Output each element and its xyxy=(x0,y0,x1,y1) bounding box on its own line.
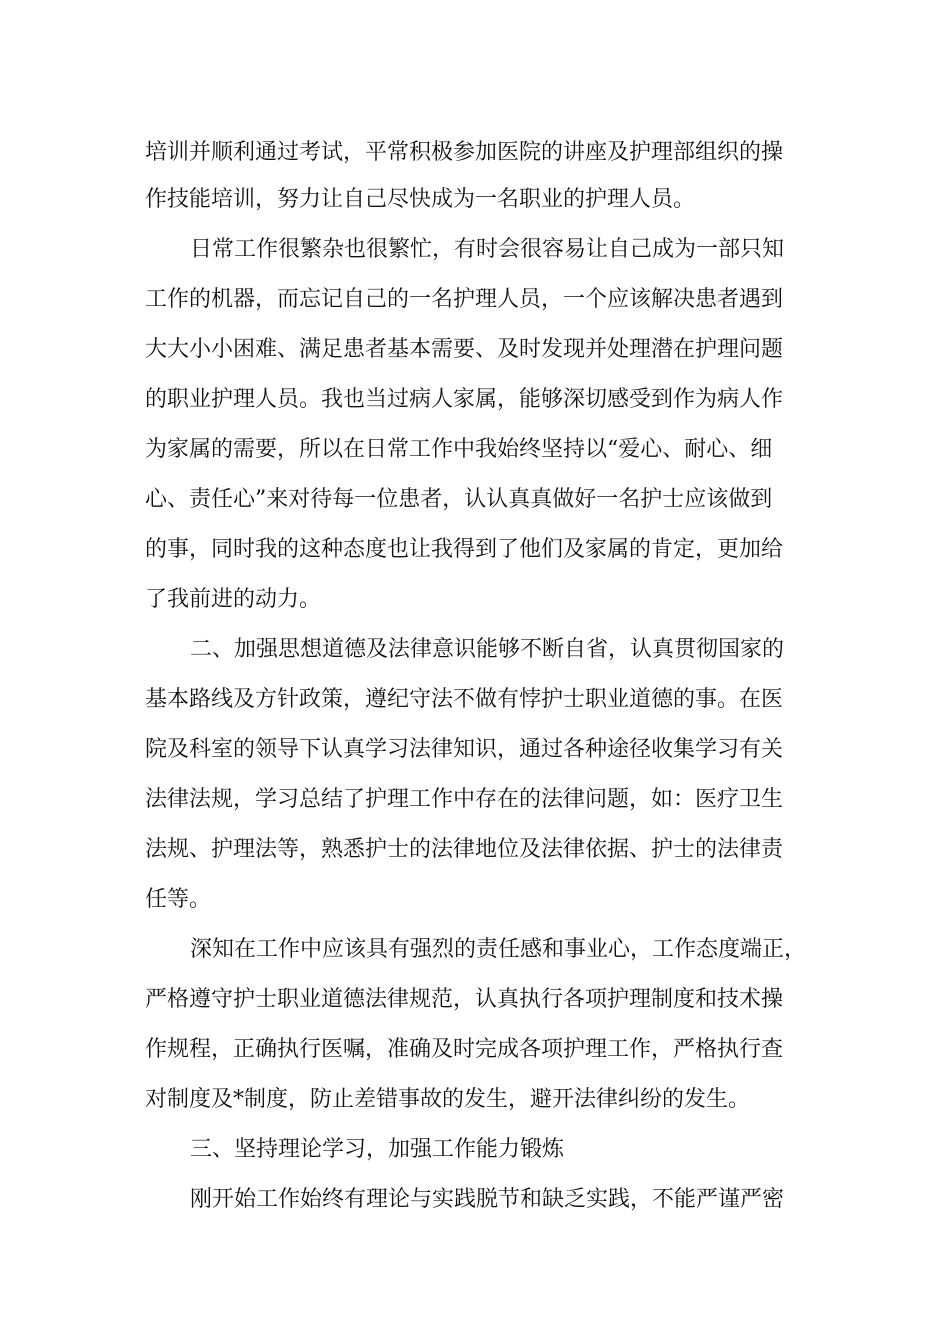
paragraph-start-line: 日常工作很繁杂也很繁忙，有时会很容易让自己成为一部只知 xyxy=(190,237,785,262)
text-line: 作技能培训，努力让自己尽快成为一名职业的护理人员。 xyxy=(145,187,696,212)
text-line: 严格遵守护士职业道德法律规范，认真执行各项护理制度和技术操 xyxy=(145,987,784,1012)
text-line: 了我前进的动力。 xyxy=(145,587,322,612)
text-line: 作规程，正确执行医嘱，准确及时完成各项护理工作，严格执行查 xyxy=(145,1037,784,1062)
text-line: 院及科室的领导下认真学习法律知识，通过各种途径收集学习有关 xyxy=(145,737,784,762)
text-line: 工作的机器，而忘记自己的一名护理人员，一个应该解决患者遇到 xyxy=(145,287,784,312)
text-line: 的职业护理人员。我也当过病人家属，能够深切感受到作为病人作 xyxy=(145,387,784,412)
section-heading: 三、坚持理论学习，加强工作能力锻炼 xyxy=(190,1137,565,1162)
paragraph-start-line: 刚开始工作始终有理论与实践脱节和缺乏实践，不能严谨严密 xyxy=(190,1187,785,1212)
text-line: 法律法规，学习总结了护理工作中存在的法律问题，如：医疗卫生 xyxy=(145,787,784,812)
text-line: 对制度及*制度，防止差错事故的发生，避开法律纠纷的发生。 xyxy=(145,1087,751,1112)
text-line: 基本路线及方针政策，遵纪守法不做有悖护士职业道德的事。在医 xyxy=(145,687,784,712)
text-line: 法规、护理法等，熟悉护士的法律地位及法律依据、护士的法律责 xyxy=(145,837,784,862)
text-line: 心、责任心”来对待每一位患者，认认真真做好一名护士应该做到 xyxy=(145,487,773,512)
text-line: 的事，同时我的这种态度也让我得到了他们及家属的肯定，更加给 xyxy=(145,537,784,562)
paragraph-start-line: 二、加强思想道德及法律意识能够不断自省，认真贯彻国家的 xyxy=(190,637,785,662)
text-line: 培训并顺利通过考试，平常积极参加医院的讲座及护理部组织的操 xyxy=(145,140,784,165)
text-line: 任等。 xyxy=(145,887,212,912)
text-line: 大大小小困难、满足患者基本需要、及时发现并处理潜在护理问题 xyxy=(145,337,784,362)
text-line: 为家属的需要，所以在日常工作中我始终坚持以“爱心、耐心、细 xyxy=(145,437,773,462)
paragraph-start-line: 深知在工作中应该具有强烈的责任感和事业心，工作态度端正， xyxy=(190,937,807,962)
